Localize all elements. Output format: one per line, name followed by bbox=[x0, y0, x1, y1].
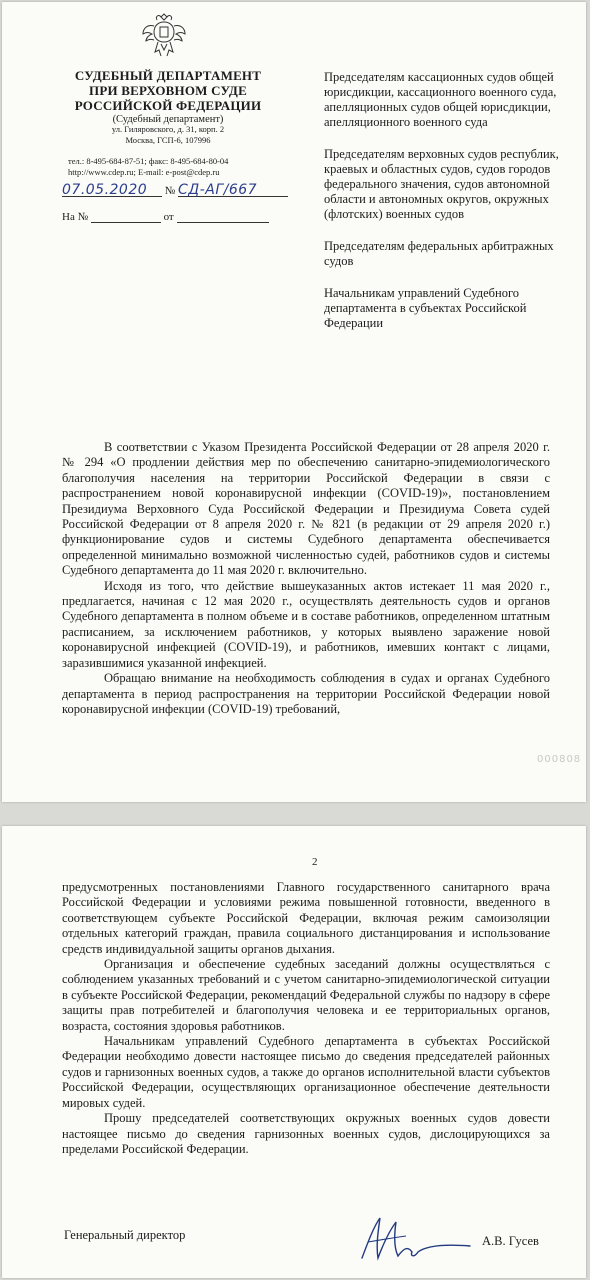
org-name-line-1: СУДЕБНЫЙ ДЕПАРТАМЕНТ bbox=[74, 68, 262, 83]
org-name-line-2: ПРИ ВЕРХОВНОМ СУДЕ bbox=[89, 83, 247, 98]
addressee-1: Председателям кассационных судов общей юрисдикции, кассационного военного суда, апелляционных судов общей юрисдикции, апелляционного военного суда bbox=[324, 70, 557, 129]
web-line: http://www.cdep.ru; E-mail: e-post@cdep.ru bbox=[68, 167, 220, 177]
organization-header bbox=[54, 68, 282, 126]
addressee-block bbox=[324, 70, 574, 348]
org-name-line-3: РОССИЙСКОЙ ФЕДЕРАЦИИ bbox=[74, 98, 262, 113]
org-short-name: (Судебный департамент) bbox=[112, 114, 224, 125]
address-line-2: Москва, ГСП-6, 107996 bbox=[125, 135, 211, 145]
letter-page-2 bbox=[2, 826, 586, 1278]
signer-title: Генеральный директор bbox=[64, 1228, 186, 1242]
signer-name: А.В. Гусев bbox=[482, 1234, 539, 1248]
letter-page-1 bbox=[2, 2, 586, 802]
reference-line bbox=[62, 208, 269, 223]
handwritten-date: 07.05.2020 bbox=[62, 182, 148, 198]
ref-from-label: от bbox=[163, 211, 174, 223]
org-address bbox=[78, 124, 258, 146]
paragraph-4: Организация и обеспечение судебных заседаний должны осуществляться с соблюдением указанных требований и с учетом санитарно-эпидемиологической ситуации в субъекте Российской Федерации, рекомендаций Федеральной службы по надзору в сфере защиты прав потребителей и благополучия человека и ее территориальных органов, возраста, состояния здоровья работников. bbox=[62, 957, 550, 1033]
faint-stamp-number: 000808 bbox=[537, 754, 582, 765]
paragraph-3: Обращаю внимание на необходимость соблюдения в судах и органах Судебного департамента в период распространения на территории Российской Федерации новой коронавирусной инфекции (COVID-19) требований, bbox=[62, 671, 550, 716]
letter-body-page-2 bbox=[62, 880, 550, 1157]
coat-of-arms-emblem bbox=[141, 10, 187, 64]
address-line-1: ул. Гиляровского, д. 31, корп. 2 bbox=[111, 124, 225, 134]
phones-line: тел.: 8-495-684-87-51; факс: 8-495-684-80-04 bbox=[68, 156, 229, 166]
addressee-4: Начальникам управлений Судебного департамента в субъектах Российской Федерации bbox=[324, 286, 527, 330]
page-number: 2 bbox=[312, 856, 318, 868]
paragraph-6: Прошу председателей соответствующих окружных военных судов довести настоящее письмо до сведения гарнизонных военных судов, дислоцирующихся за пределами Российской Федерации. bbox=[62, 1111, 550, 1156]
paragraph-5: Начальникам управлений Судебного департамента в субъектах Российской Федерации необходимо довести настоящее письмо до сведения председателей районных судов и гарнизонных военных судов, а также до органов исполнительной власти субъектов Российской Федерации, осуществляющих организационное обеспечение деятельности мировых судей. bbox=[62, 1034, 550, 1110]
paragraph-2: Исходя из того, что действие вышеуказанных актов истекает 11 мая 2020 г., предлагается, начиная с 12 мая 2020 г., осуществлять деятельность судов и органов Судебного департамента в полном объеме и в составе работников, определенном штатным расписанием, за исключением работников, у которых выявлено заражение новой коронавирусной инфекцией (COVID-19), и работников, имевших контакт с лицами, заразившимися указанной инфекцией. bbox=[62, 578, 550, 670]
registration-line bbox=[62, 182, 302, 200]
paragraph-1: В соответствии с Указом Президента Российской Федерации от 28 апреля 2020 г. № 294 «О продлении действия мер по обеспечению санитарно-эпидемиологического благополучия населения на территории Российской Федерации в связи с распространением новой коронавирусной инфекции (COVID-19)», постановлением Президиума Верховного Суда Российской Федерации и Президиума Совета судей Российской Федерации от 8 апреля 2020 г. № 821 (в редакции от 29 апреля 2020 г.) функционирование судов и системы Судебного департамента обеспечивается определенной минимально возможной численностью судей, работников судов и системы Судебного департамента до 11 мая 2020 г. включительно. bbox=[62, 440, 550, 578]
org-contacts bbox=[68, 156, 298, 178]
handwritten-signature bbox=[354, 1212, 474, 1266]
addressee-3: Председателям федеральных арбитражных судов bbox=[324, 239, 554, 268]
ref-label: На № bbox=[62, 211, 89, 223]
number-sign: № bbox=[164, 185, 176, 197]
handwritten-reg-number: СД-АГ/667 bbox=[178, 182, 258, 198]
addressee-2: Председателям верховных судов республик, краевых и областных судов, судов городов федерального значения, судов автономной области и автономных округов, окружных (флотских) военных судов bbox=[324, 147, 559, 221]
paragraph-continued: предусмотренных постановлениями Главного государственного санитарного врача Российской Федерации и условиями режима повышенной готовности, введенного в соответствующем субъекте Российской Федерации, включая режим самоизоляции отдельных категорий граждан, правила социального дистанцирования и использование средств индивидуальной защиты органов дыхания. bbox=[62, 880, 550, 956]
letter-body-page-1 bbox=[62, 440, 550, 717]
